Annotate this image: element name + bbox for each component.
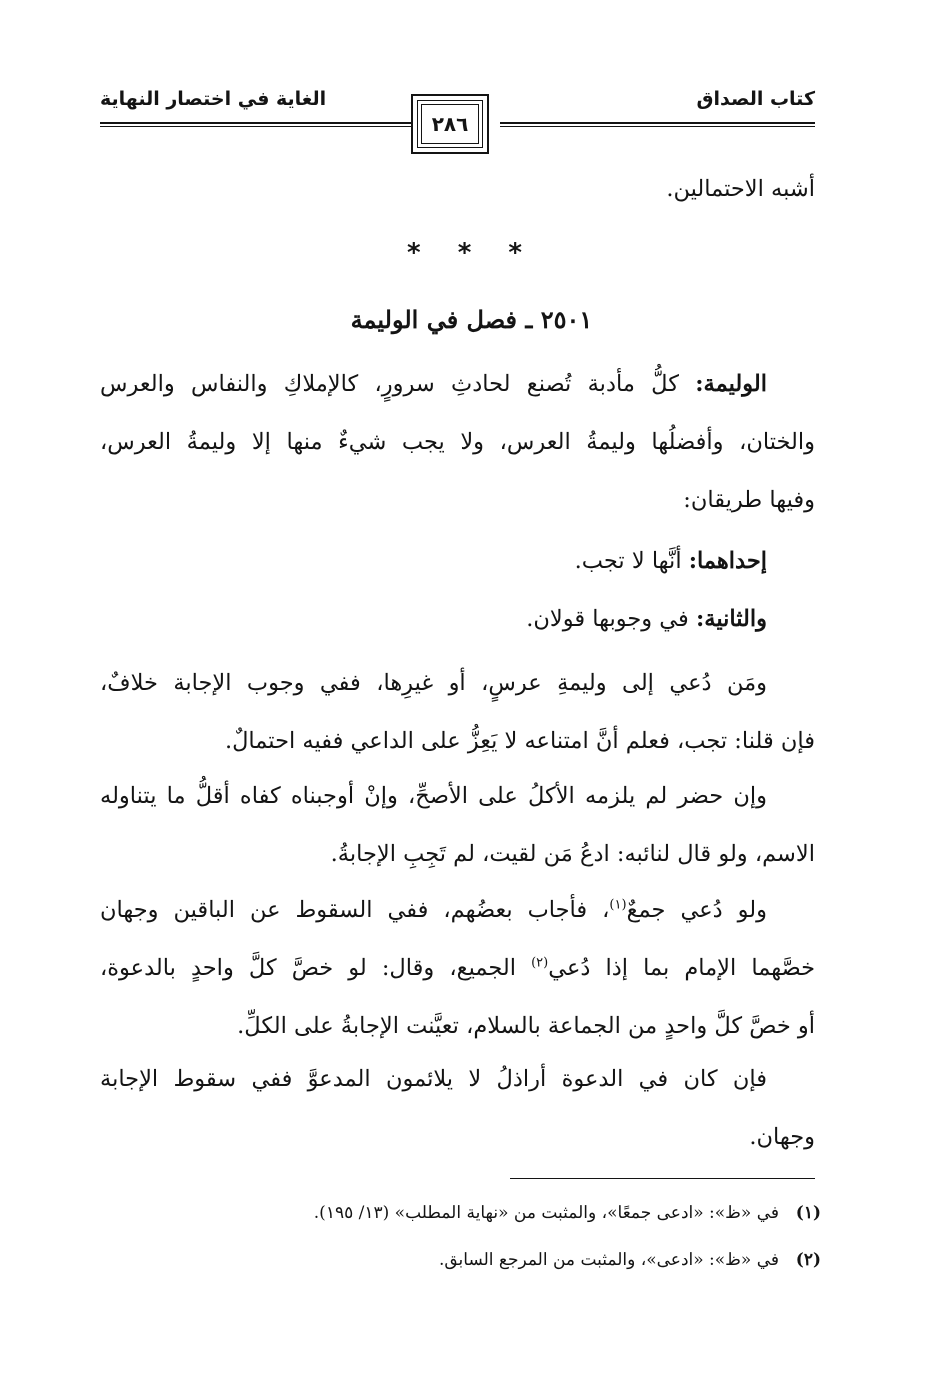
- text-line: [100, 881, 815, 939]
- text-span: ولو دُعي جمعٌ: [626, 897, 767, 923]
- paragraph-invitation: [100, 654, 815, 770]
- text-line: ومَن دُعي إلى وليمةِ عرسٍ، أو غيرِها، ففي وجوب الإجابة خلافٌ،: [100, 670, 767, 696]
- section-title: ٢٥٠١ ـ فصل في الوليمة: [350, 305, 593, 334]
- text-span: كلُّ مأدبة تُصنع لحادثِ سرورٍ، كالإملاكِ والنفاس والعرس: [100, 371, 679, 397]
- paragraph-first-way: [100, 532, 815, 590]
- text-span: خصَّهما الإمام بما إذا دُعي: [548, 955, 815, 981]
- text-line: [100, 355, 815, 413]
- footnote-text: في «ظ»: «ادعى جمعًا»، والمثبت من «نهاية المطلب» (١٣/ ١٩٥).: [313, 1203, 779, 1223]
- running-header-book-title: الغاية في اختصار النهاية: [100, 88, 327, 110]
- footnote-number: (٢): [795, 1250, 821, 1270]
- footnote-2: [439, 1250, 821, 1270]
- footnote-1: [314, 1203, 821, 1223]
- paragraph-walima-definition: [100, 355, 815, 529]
- text-line: فإن كان في الدعوة أراذلُ لا يلائمون المدعوَّ ففي سقوط الإجابة: [100, 1066, 767, 1092]
- text-line: فإن قلنا: تجب، فعلم أنَّ امتناعه لا يَعِزُّ على الداعي ففيه احتمالٌ.: [224, 728, 815, 754]
- definition-term: الوليمة:: [695, 371, 767, 397]
- paragraph-eating: [100, 767, 815, 883]
- text-line: [100, 939, 815, 997]
- header-rule-right: [500, 122, 815, 127]
- paragraph-lowly-guests: [100, 1050, 815, 1166]
- definition-term: إحداهما:: [688, 548, 767, 574]
- footnote-ref-1[interactable]: (١): [609, 897, 627, 913]
- section-separator: * * *: [407, 238, 536, 268]
- page-number: ٢٨٦: [431, 112, 469, 136]
- text-line: وجهان.: [749, 1124, 815, 1150]
- text-line: [100, 532, 815, 590]
- text-span: أنَّها لا تجب.: [574, 548, 682, 574]
- text-line: أو خصَّ كلَّ واحدٍ من الجماعة بالسلام، تعيَّنت الإجابةُ على الكلِّ.: [237, 1013, 815, 1039]
- text-line: والختان، وأفضلُها وليمةُ العرس، ولا يجب شيءٌ منها إلا وليمةُ العرس،: [100, 429, 815, 455]
- text-line: الاسم، ولو قال لنائبه: ادعُ مَن لقيت، لم تَجِبِ الإجابةُ.: [330, 841, 815, 867]
- footnote-text: في «ظ»: «ادعى»، والمثبت من المرجع السابق.: [438, 1250, 779, 1270]
- text-span: الجميع، وقال: لو خصَّ كلَّ واحدٍ بالدعوة،: [100, 955, 532, 981]
- intro-line: أشبه الاحتمالين.: [666, 176, 815, 202]
- text-line: وفيها طريقان:: [683, 487, 815, 513]
- intro-paragraph: [100, 160, 815, 218]
- footnote-divider: [510, 1178, 815, 1179]
- text-span: ، فأجاب بعضُهم، ففي السقوط عن الباقين وجهان: [100, 897, 610, 923]
- running-header-chapter: كتاب الصداق: [696, 88, 815, 110]
- text-span: في وجوبها قولان.: [526, 606, 689, 632]
- paragraph-group-invitation: [100, 881, 815, 1055]
- footnote-number: (١): [795, 1203, 821, 1223]
- text-line: [100, 590, 815, 648]
- definition-term: والثانية:: [695, 606, 767, 632]
- paragraph-second-way: [100, 590, 815, 648]
- header-rule-left: [100, 122, 413, 127]
- footnote-ref-2[interactable]: (٢): [531, 955, 549, 971]
- text-line: وإن حضر لم يلزمه الأكلُ على الأصحِّ، وإنْ أوجبناه كفاه أقلُّ ما يتناوله: [100, 783, 767, 809]
